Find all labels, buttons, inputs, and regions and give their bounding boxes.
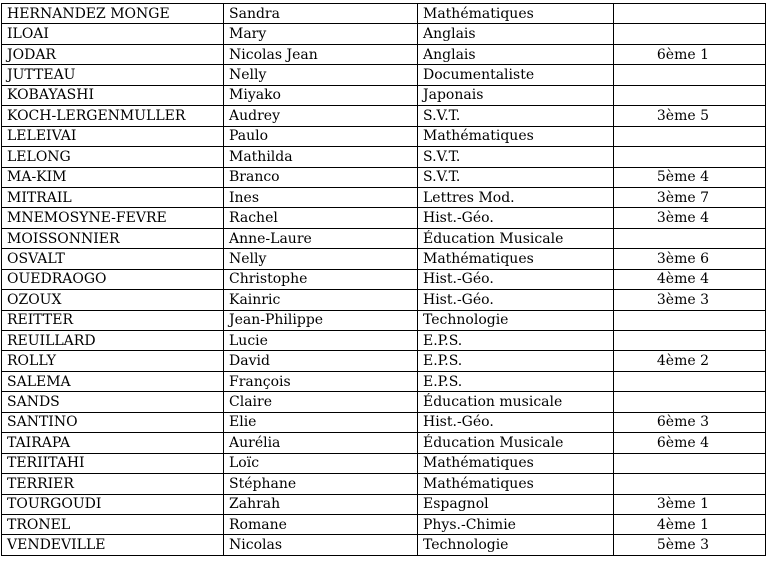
cell-last-name: SANDS: [2, 392, 224, 412]
cell-last-name: SALEMA: [2, 371, 224, 391]
cell-subject: Mathématiques: [418, 453, 614, 473]
teacher-table-body: [2, 4, 766, 556]
cell-class: 3ème 6: [614, 249, 766, 269]
cell-first-name: Branco: [224, 167, 418, 187]
cell-last-name: KOBAYASHI: [2, 85, 224, 105]
cell-class: 5ème 3: [614, 535, 766, 555]
cell-class: 6ème 3: [614, 412, 766, 432]
table-row: [2, 331, 766, 351]
cell-class: [614, 147, 766, 167]
cell-first-name: Mary: [224, 24, 418, 44]
table-row: [2, 4, 766, 24]
cell-first-name: Nelly: [224, 249, 418, 269]
table-row: [2, 65, 766, 85]
table-row: [2, 106, 766, 126]
cell-subject: Hist.-Géo.: [418, 208, 614, 228]
table-row: [2, 269, 766, 289]
cell-class: 3ème 7: [614, 187, 766, 207]
cell-class: [614, 85, 766, 105]
cell-subject: Phys.-Chimie: [418, 514, 614, 534]
cell-last-name: TRONEL: [2, 514, 224, 534]
cell-class: 4ème 4: [614, 269, 766, 289]
cell-first-name: Mathilda: [224, 147, 418, 167]
table-row: [2, 514, 766, 534]
cell-subject: Anglais: [418, 44, 614, 64]
cell-first-name: François: [224, 371, 418, 391]
cell-first-name: Christophe: [224, 269, 418, 289]
cell-last-name: ILOAI: [2, 24, 224, 44]
cell-last-name: OSVALT: [2, 249, 224, 269]
teacher-table-sheet: [0, 3, 768, 556]
cell-class: [614, 310, 766, 330]
cell-last-name: MA-KIM: [2, 167, 224, 187]
cell-last-name: TAIRAPA: [2, 433, 224, 453]
table-row: [2, 433, 766, 453]
cell-subject: Éducation Musicale: [418, 433, 614, 453]
cell-first-name: Kainric: [224, 290, 418, 310]
table-row: [2, 167, 766, 187]
cell-last-name: REITTER: [2, 310, 224, 330]
cell-subject: Mathématiques: [418, 126, 614, 146]
cell-class: 3ème 3: [614, 290, 766, 310]
cell-class: [614, 453, 766, 473]
cell-first-name: Anne-Laure: [224, 228, 418, 248]
cell-first-name: Nicolas Jean: [224, 44, 418, 64]
cell-first-name: Miyako: [224, 85, 418, 105]
cell-subject: Espagnol: [418, 494, 614, 514]
cell-last-name: LELONG: [2, 147, 224, 167]
cell-first-name: Loïc: [224, 453, 418, 473]
table-row: [2, 290, 766, 310]
cell-class: 4ème 2: [614, 351, 766, 371]
cell-subject: Hist.-Géo.: [418, 412, 614, 432]
cell-subject: Technologie: [418, 310, 614, 330]
cell-subject: Hist.-Géo.: [418, 269, 614, 289]
table-row: [2, 371, 766, 391]
cell-first-name: Nicolas: [224, 535, 418, 555]
cell-class: [614, 392, 766, 412]
table-row: [2, 535, 766, 555]
cell-class: [614, 228, 766, 248]
cell-first-name: Claire: [224, 392, 418, 412]
cell-subject: Documentaliste: [418, 65, 614, 85]
cell-last-name: MOISSONNIER: [2, 228, 224, 248]
table-row: [2, 494, 766, 514]
table-row: [2, 44, 766, 64]
cell-subject: Hist.-Géo.: [418, 290, 614, 310]
cell-last-name: ROLLY: [2, 351, 224, 371]
cell-subject: Anglais: [418, 24, 614, 44]
cell-subject: Technologie: [418, 535, 614, 555]
cell-last-name: MITRAIL: [2, 187, 224, 207]
cell-last-name: OZOUX: [2, 290, 224, 310]
table-row: [2, 310, 766, 330]
cell-first-name: Sandra: [224, 4, 418, 24]
table-row: [2, 412, 766, 432]
cell-subject: Lettres Mod.: [418, 187, 614, 207]
cell-class: 4ème 1: [614, 514, 766, 534]
cell-class: 5ème 4: [614, 167, 766, 187]
cell-subject: S.V.T.: [418, 167, 614, 187]
cell-subject: E.P.S.: [418, 331, 614, 351]
cell-subject: E.P.S.: [418, 351, 614, 371]
cell-first-name: Aurélia: [224, 433, 418, 453]
table-row: [2, 24, 766, 44]
cell-last-name: HERNANDEZ MONGE: [2, 4, 224, 24]
cell-first-name: Romane: [224, 514, 418, 534]
cell-subject: Japonais: [418, 85, 614, 105]
table-row: [2, 208, 766, 228]
cell-class: 3ème 4: [614, 208, 766, 228]
cell-first-name: Audrey: [224, 106, 418, 126]
cell-class: 3ème 1: [614, 494, 766, 514]
cell-class: [614, 331, 766, 351]
table-row: [2, 126, 766, 146]
cell-subject: Mathématiques: [418, 4, 614, 24]
cell-class: [614, 65, 766, 85]
cell-class: 3ème 5: [614, 106, 766, 126]
cell-last-name: TERRIER: [2, 474, 224, 494]
table-row: [2, 228, 766, 248]
cell-class: [614, 4, 766, 24]
cell-first-name: Rachel: [224, 208, 418, 228]
table-row: [2, 85, 766, 105]
cell-last-name: OUEDRAOGO: [2, 269, 224, 289]
cell-subject: Éducation Musicale: [418, 228, 614, 248]
table-row: [2, 187, 766, 207]
table-row: [2, 453, 766, 473]
cell-first-name: Elie: [224, 412, 418, 432]
cell-first-name: Lucie: [224, 331, 418, 351]
cell-subject: Mathématiques: [418, 474, 614, 494]
cell-first-name: Jean-Philippe: [224, 310, 418, 330]
table-row: [2, 147, 766, 167]
cell-last-name: SANTINO: [2, 412, 224, 432]
cell-subject: Mathématiques: [418, 249, 614, 269]
cell-first-name: Paulo: [224, 126, 418, 146]
cell-class: [614, 371, 766, 391]
table-row: [2, 249, 766, 269]
cell-first-name: Stéphane: [224, 474, 418, 494]
cell-subject: S.V.T.: [418, 106, 614, 126]
table-row: [2, 351, 766, 371]
cell-last-name: TOURGOUDI: [2, 494, 224, 514]
cell-subject: Éducation musicale: [418, 392, 614, 412]
cell-first-name: David: [224, 351, 418, 371]
cell-last-name: REUILLARD: [2, 331, 224, 351]
cell-last-name: KOCH-LERGENMULLER: [2, 106, 224, 126]
table-row: [2, 474, 766, 494]
cell-first-name: Nelly: [224, 65, 418, 85]
table-row: [2, 392, 766, 412]
cell-last-name: JODAR: [2, 44, 224, 64]
cell-subject: S.V.T.: [418, 147, 614, 167]
cell-last-name: MNEMOSYNE-FEVRE: [2, 208, 224, 228]
cell-class: [614, 474, 766, 494]
cell-last-name: JUTTEAU: [2, 65, 224, 85]
cell-class: 6ème 1: [614, 44, 766, 64]
cell-class: 6ème 4: [614, 433, 766, 453]
cell-class: [614, 24, 766, 44]
cell-subject: E.P.S.: [418, 371, 614, 391]
cell-first-name: Zahrah: [224, 494, 418, 514]
cell-last-name: VENDEVILLE: [2, 535, 224, 555]
cell-first-name: Ines: [224, 187, 418, 207]
cell-class: [614, 126, 766, 146]
cell-last-name: TERIITAHI: [2, 453, 224, 473]
teacher-table: [1, 3, 766, 556]
cell-last-name: LELEIVAI: [2, 126, 224, 146]
